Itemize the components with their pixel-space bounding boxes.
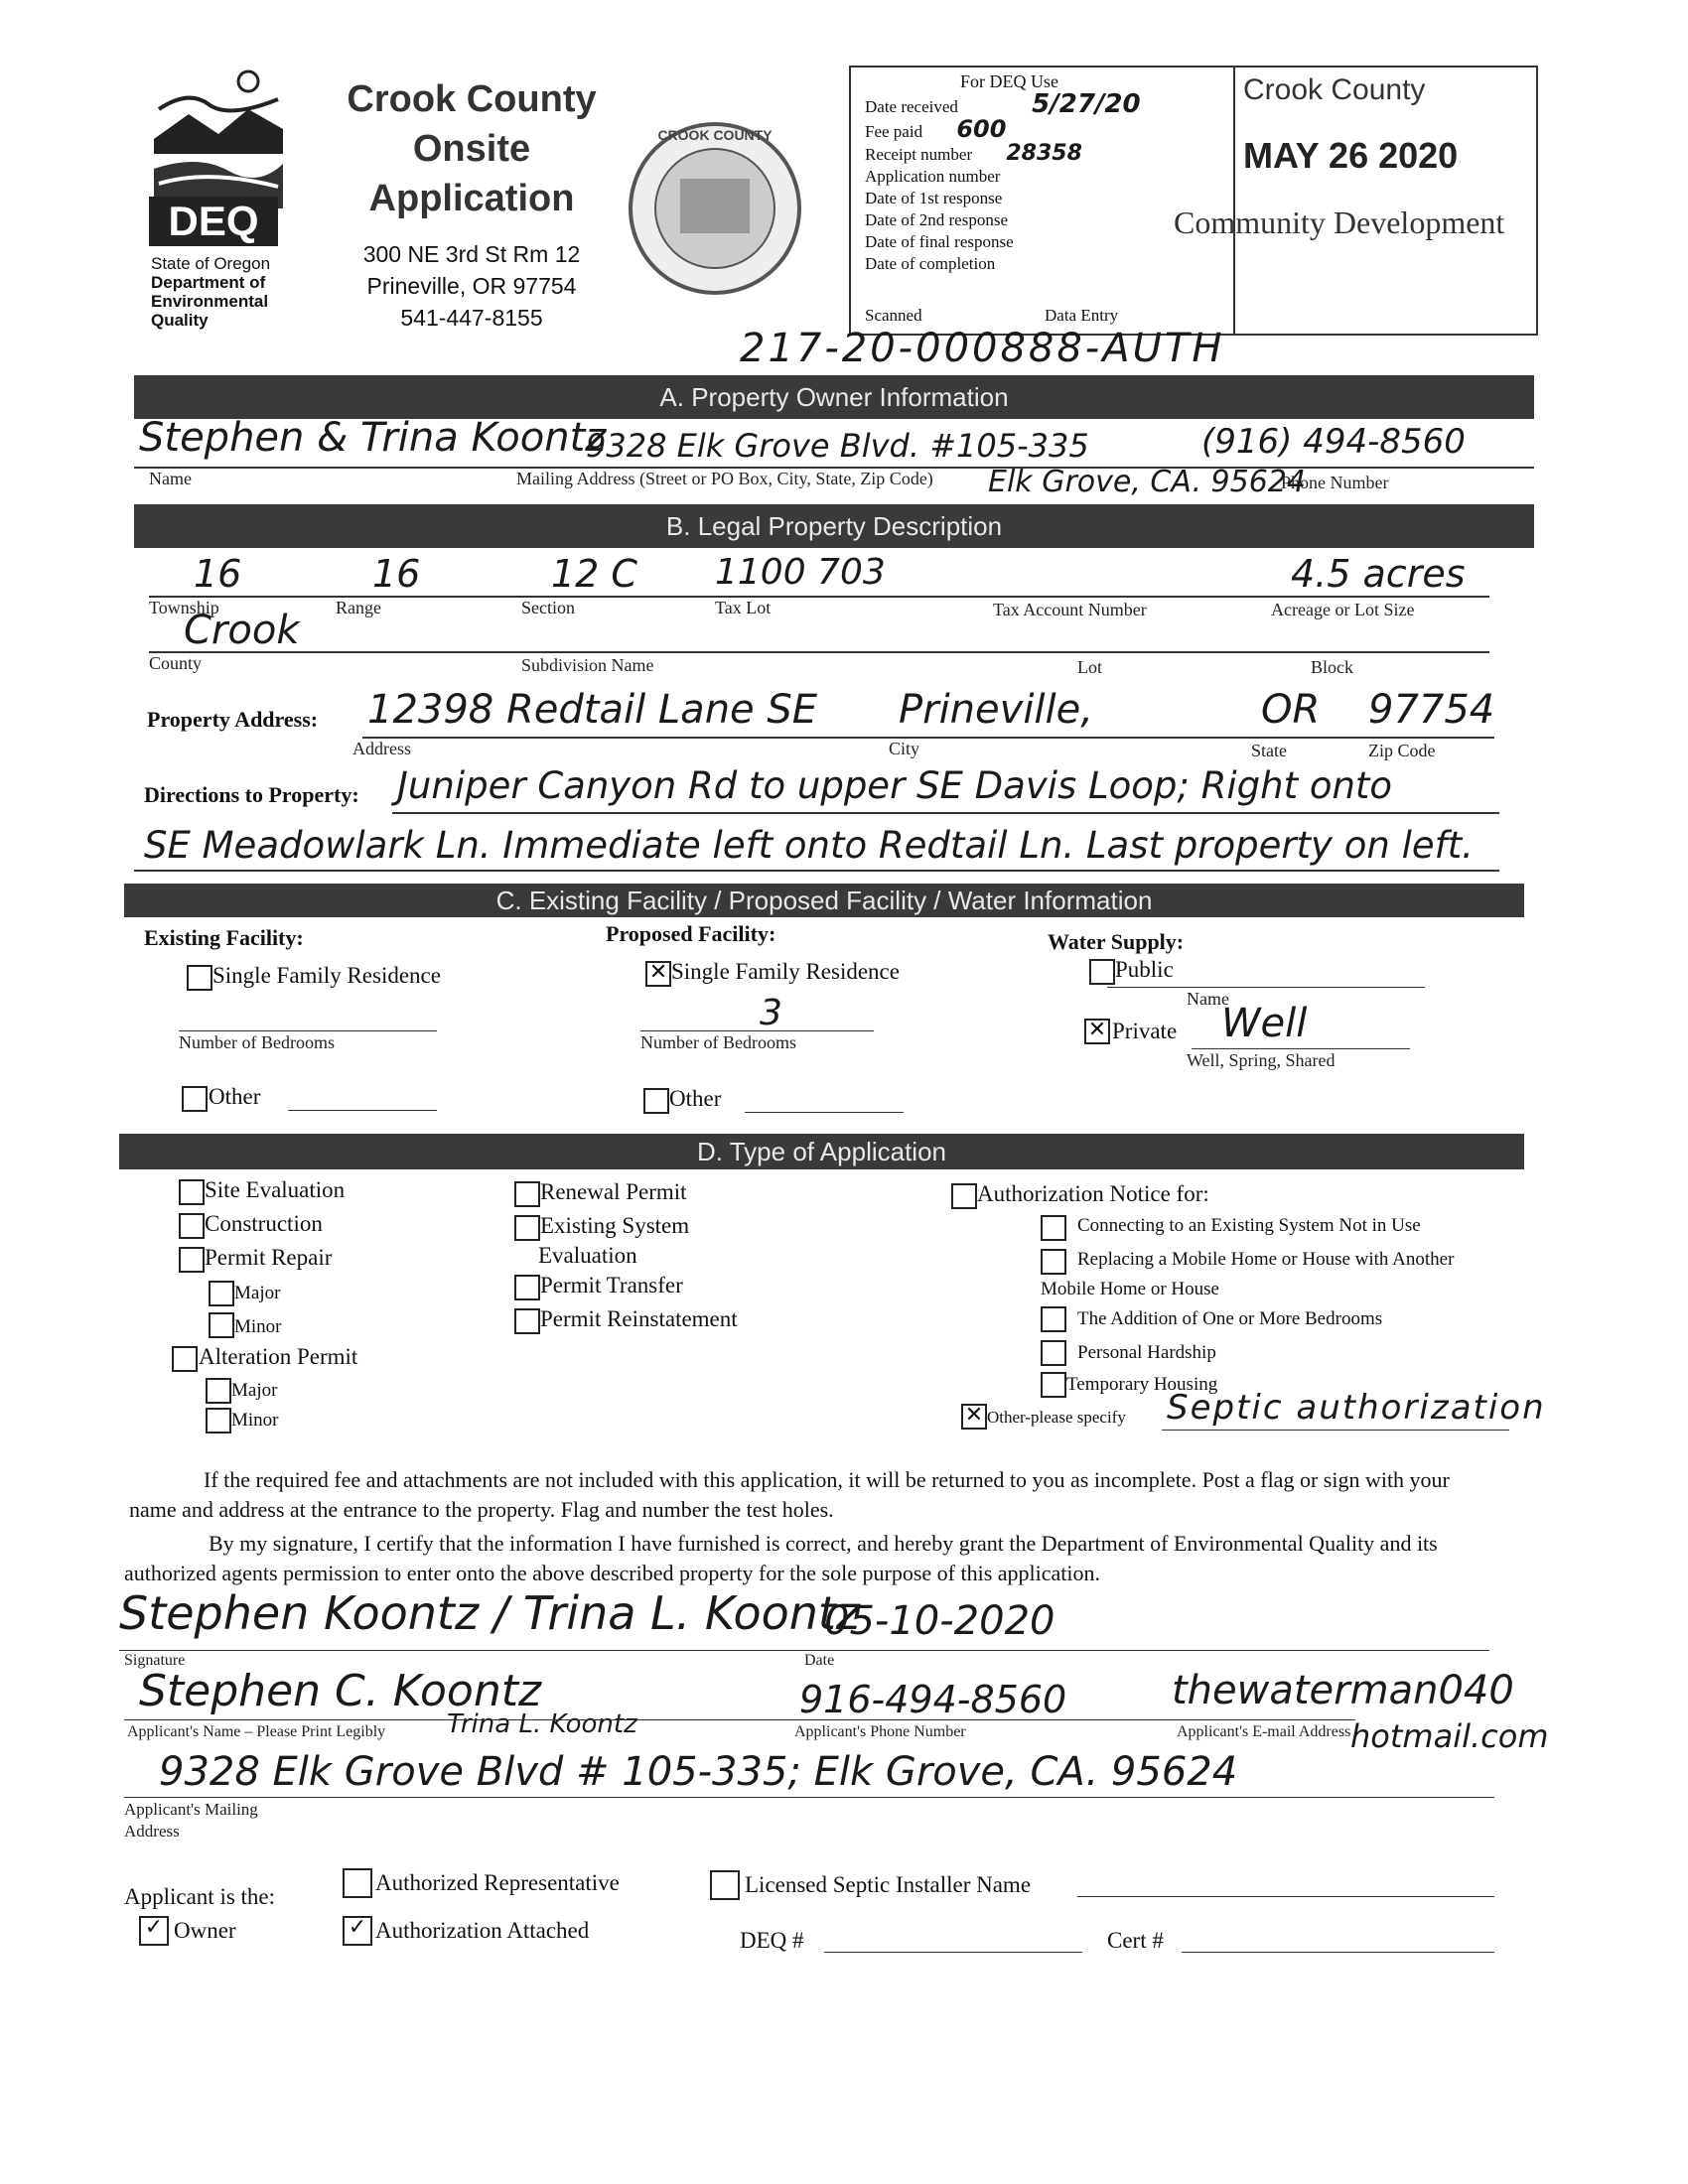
permit-repair-label: Permit Repair <box>205 1245 333 1270</box>
range-value: 16 <box>372 552 421 596</box>
applicant-email-2: hotmail.com <box>1350 1717 1549 1755</box>
applicant-mailing: 9328 Elk Grove Blvd # 105-335; Elk Grove, CA. 95624 <box>159 1749 1238 1795</box>
auth-temporary-checkbox[interactable] <box>1041 1372 1066 1398</box>
applicant-email: thewaterman040 <box>1172 1668 1514 1713</box>
section-a-header: A. Property Owner Information <box>134 375 1534 419</box>
auth-hardship-checkbox[interactable] <box>1041 1340 1066 1366</box>
tax-lot-value: 1100 703 <box>715 552 886 593</box>
proposed-other-checkbox[interactable] <box>643 1088 669 1114</box>
auth-addition-label: The Addition of One or More Bedrooms <box>1077 1308 1383 1329</box>
section-value: 12 C <box>551 552 637 596</box>
agency-line-3: Environmental <box>151 292 269 311</box>
existing-sfr-checkbox[interactable] <box>187 965 212 991</box>
case-number: 217-20-000888-AUTH <box>740 326 1225 371</box>
owner-checkbox[interactable]: ✓ <box>139 1916 169 1946</box>
permit-transfer-label: Permit Transfer <box>540 1273 683 1297</box>
renewal-permit-label: Renewal Permit <box>540 1179 687 1204</box>
permit-repair-checkbox[interactable] <box>179 1247 205 1273</box>
directions-label: Directions to Property: <box>144 782 359 807</box>
stamp-county: Crook County <box>1243 73 1426 106</box>
evaluation-label: Evaluation <box>538 1243 637 1268</box>
zip-label: Zip Code <box>1368 741 1436 760</box>
name-label: Name <box>149 469 192 488</box>
alteration-major-checkbox[interactable] <box>206 1378 231 1404</box>
well-value: Well <box>1221 1001 1308 1046</box>
applicant-mailing-label: Applicant's Mailing Address <box>124 1800 258 1841</box>
township-label: Township <box>149 598 219 617</box>
deq-field-row: Receipt number 28358 <box>865 141 1082 166</box>
proposed-sfr-checkbox[interactable]: ✕ <box>645 961 671 987</box>
cert-number-label: Cert # <box>1107 1928 1164 1953</box>
lot-label: Lot <box>1077 657 1102 677</box>
agency-line-2: Department of <box>151 273 266 292</box>
owner-label: Owner <box>174 1918 236 1943</box>
proposed-bedrooms-value: 3 <box>760 993 782 1033</box>
deq-field-row: Date of 1st response <box>865 189 1003 207</box>
county-label: County <box>149 653 203 673</box>
auth-other-value: Septic authorization <box>1167 1388 1546 1428</box>
existing-bedrooms-label: Number of Bedrooms <box>179 1032 335 1052</box>
proposed-sfr-label: Single Family Residence <box>671 959 900 984</box>
title-line-2: Onsite <box>412 128 531 170</box>
mailing-label: Mailing Address (Street or PO Box, City, State, Zip Code) <box>516 469 933 488</box>
auth-addition-checkbox[interactable] <box>1041 1306 1066 1332</box>
office-phone: 541-447-8155 <box>400 305 543 331</box>
deq-field-row: Application number <box>865 167 1001 186</box>
applicant-is-label: Applicant is the: <box>124 1884 276 1909</box>
received-stamp <box>1174 73 1531 241</box>
deq-use-box <box>849 66 1538 336</box>
applicant-name-2: Trina L. Koontz <box>447 1709 637 1739</box>
deq-logo-text: DEQ <box>149 197 278 246</box>
authorized-rep-label: Authorized Representative <box>375 1870 620 1895</box>
site-evaluation-label: Site Evaluation <box>205 1177 346 1202</box>
auth-other-checkbox[interactable]: ✕ <box>961 1404 987 1430</box>
incomplete-notice: If the required fee and attachments are not included with this application, it will be returned to you as incomplete. Post a flag or sign with your name and address at the entrance to the property. Flag and number the test holes. <box>129 1467 1450 1522</box>
stamp-department: Community Development <box>1174 205 1505 240</box>
existing-other-label: Other <box>209 1084 261 1109</box>
repair-major-label: Major <box>234 1283 281 1303</box>
alteration-permit-label: Alteration Permit <box>199 1344 358 1369</box>
certification-text: By my signature, I certify that the information I have furnished is correct, and hereby grant the Department of Environmental Quality and its authorized agents permission to enter onto the above described property for the sole purpose of this application. <box>124 1531 1438 1585</box>
signature: Stephen Koontz / Trina L. Koontz <box>119 1586 861 1640</box>
address-line-1: 300 NE 3rd St Rm 12 <box>362 241 581 267</box>
water-name-label: Name <box>1187 989 1229 1009</box>
applicant-name-label: Applicant's Name – Please Print Legibly <box>127 1723 386 1740</box>
deq-field-row: Date received 5/27/20 <box>865 89 1141 119</box>
authorized-rep-checkbox[interactable] <box>343 1868 372 1898</box>
auth-replacing-label-2: Mobile Home or House <box>1041 1279 1219 1299</box>
title-line-1: Crook County <box>347 78 597 120</box>
applicant-phone-label: Applicant's Phone Number <box>794 1723 966 1740</box>
proposed-bedrooms-label: Number of Bedrooms <box>640 1032 796 1052</box>
signature-date: 05-10-2020 <box>824 1598 1055 1644</box>
tax-account-label: Tax Account Number <box>993 600 1147 619</box>
authorization-notice-label: Authorization Notice for: <box>977 1181 1209 1206</box>
deq-field-row: Fee paid 600 <box>865 115 1007 143</box>
form-title <box>313 74 631 223</box>
water-public-checkbox[interactable] <box>1089 959 1115 985</box>
applicant-name: Stephen C. Koontz <box>139 1666 542 1716</box>
deq-logo <box>149 60 288 330</box>
existing-facility-heading: Existing Facility: <box>144 925 304 950</box>
deq-use-title: For DEQ Use <box>960 71 1058 91</box>
site-evaluation-checkbox[interactable] <box>179 1179 205 1205</box>
deq-field-row: Date of completion <box>865 254 996 273</box>
auth-connecting-label: Connecting to an Existing System Not in Use <box>1077 1215 1421 1236</box>
proposed-facility-heading: Proposed Facility: <box>606 921 776 946</box>
section-b-header: B. Legal Property Description <box>134 504 1534 548</box>
county-value: Crook <box>184 608 300 653</box>
applicant-phone: 916-494-8560 <box>799 1678 1067 1721</box>
repair-minor-label: Minor <box>234 1316 282 1337</box>
property-zip-value: 97754 <box>1368 687 1495 733</box>
auth-other-label: Other-please specify <box>987 1408 1126 1427</box>
scanned-label: Scanned <box>865 306 922 325</box>
auth-temporary-label: Temporary Housing <box>1066 1374 1218 1395</box>
deq-field-row: Date of final response <box>865 232 1014 251</box>
city-label: City <box>889 739 920 758</box>
permit-reinstatement-label: Permit Reinstatement <box>540 1306 738 1331</box>
address-label: Address <box>352 739 411 758</box>
existing-other-checkbox[interactable] <box>182 1086 208 1112</box>
repair-minor-checkbox[interactable] <box>209 1312 234 1338</box>
permit-transfer-checkbox[interactable] <box>514 1275 540 1300</box>
title-line-3: Application <box>368 178 575 219</box>
repair-major-checkbox[interactable] <box>209 1281 234 1306</box>
deq-fields <box>865 89 1141 275</box>
alteration-major-label: Major <box>231 1380 278 1401</box>
deq-field-row: Date of 2nd response <box>865 210 1008 229</box>
existing-sfr-label: Single Family Residence <box>212 963 441 988</box>
owner-name: Stephen & Trina Koontz <box>139 415 607 461</box>
data-entry-label: Data Entry <box>1045 306 1119 325</box>
directions-line-1: Juniper Canyon Rd to upper SE Davis Loop; Right onto <box>397 764 1393 807</box>
permit-reinstatement-checkbox[interactable] <box>514 1308 540 1334</box>
owner-mailing: 9328 Elk Grove Blvd. #105-335 <box>586 427 1089 465</box>
property-city-value: Prineville, <box>899 687 1093 733</box>
water-private-checkbox[interactable]: ✕ <box>1084 1019 1110 1044</box>
construction-checkbox[interactable] <box>179 1213 205 1239</box>
office-address <box>313 238 631 334</box>
water-private-label: Private <box>1112 1019 1178 1043</box>
landscape-logo-icon <box>149 60 288 208</box>
subdivision-label: Subdivision Name <box>521 655 654 675</box>
agency-line-4: Quality <box>151 311 209 330</box>
date-label: Date <box>804 1652 835 1669</box>
proposed-other-label: Other <box>669 1086 722 1111</box>
authorization-notice-checkbox[interactable] <box>951 1183 977 1209</box>
auth-replacing-checkbox[interactable] <box>1041 1249 1066 1275</box>
property-state-value: OR <box>1261 687 1321 733</box>
township-value: 16 <box>194 552 242 596</box>
auth-hardship-label: Personal Hardship <box>1077 1342 1216 1363</box>
section-c-header: C. Existing Facility / Proposed Facility / Water Information <box>124 884 1524 917</box>
alteration-minor-label: Minor <box>231 1410 279 1431</box>
property-address-label: Property Address: <box>147 707 319 732</box>
water-public-label: Public <box>1115 957 1174 982</box>
signature-label: Signature <box>124 1652 186 1669</box>
phone-label: Phone Number <box>1281 473 1389 492</box>
state-label: State <box>1251 741 1287 760</box>
seal-icon <box>626 119 804 298</box>
renewal-permit-checkbox[interactable] <box>514 1181 540 1207</box>
block-label: Block <box>1311 657 1353 677</box>
applicant-email-label: Applicant's E-mail Address <box>1177 1723 1351 1740</box>
existing-system-label: Existing System <box>540 1213 690 1238</box>
acreage-value: 4.5 acres <box>1291 552 1466 596</box>
acreage-label: Acreage or Lot Size <box>1271 600 1415 619</box>
section-label: Section <box>521 598 575 617</box>
address-line-2: Prineville, OR 97754 <box>366 273 577 299</box>
auth-connecting-checkbox[interactable] <box>1041 1215 1066 1241</box>
authorization-attached-checkbox[interactable]: ✓ <box>343 1916 372 1946</box>
directions-line-2: SE Meadowlark Ln. Immediate left onto Redtail Ln. Last property on left. <box>144 824 1474 867</box>
existing-system-checkbox[interactable] <box>514 1215 540 1241</box>
agency-line-1: State of Oregon <box>151 254 271 273</box>
owner-mailing-2: Elk Grove, CA. 95624 <box>988 465 1306 499</box>
licensed-installer-label: Licensed Septic Installer Name <box>745 1872 1032 1897</box>
range-label: Range <box>336 598 381 617</box>
licensed-installer-checkbox[interactable] <box>710 1870 740 1900</box>
property-address-value: 12398 Redtail Lane SE <box>367 687 818 733</box>
alteration-minor-checkbox[interactable] <box>206 1408 231 1433</box>
owner-phone: (916) 494-8560 <box>1201 422 1466 462</box>
seal-text: CROOK COUNTY <box>657 127 773 143</box>
stamp-date: MAY 26 2020 <box>1243 135 1459 176</box>
auth-replacing-label: Replacing a Mobile Home or House with Another <box>1077 1249 1455 1270</box>
section-d-header: D. Type of Application <box>119 1134 1524 1169</box>
deq-number-label: DEQ # <box>740 1928 804 1953</box>
authorization-attached-label: Authorization Attached <box>375 1918 590 1943</box>
construction-label: Construction <box>205 1211 323 1236</box>
well-spring-label: Well, Spring, Shared <box>1187 1050 1336 1070</box>
tax-lot-label: Tax Lot <box>715 598 772 617</box>
alteration-permit-checkbox[interactable] <box>172 1346 198 1372</box>
water-supply-heading: Water Supply: <box>1048 929 1185 954</box>
county-seal <box>626 119 804 298</box>
